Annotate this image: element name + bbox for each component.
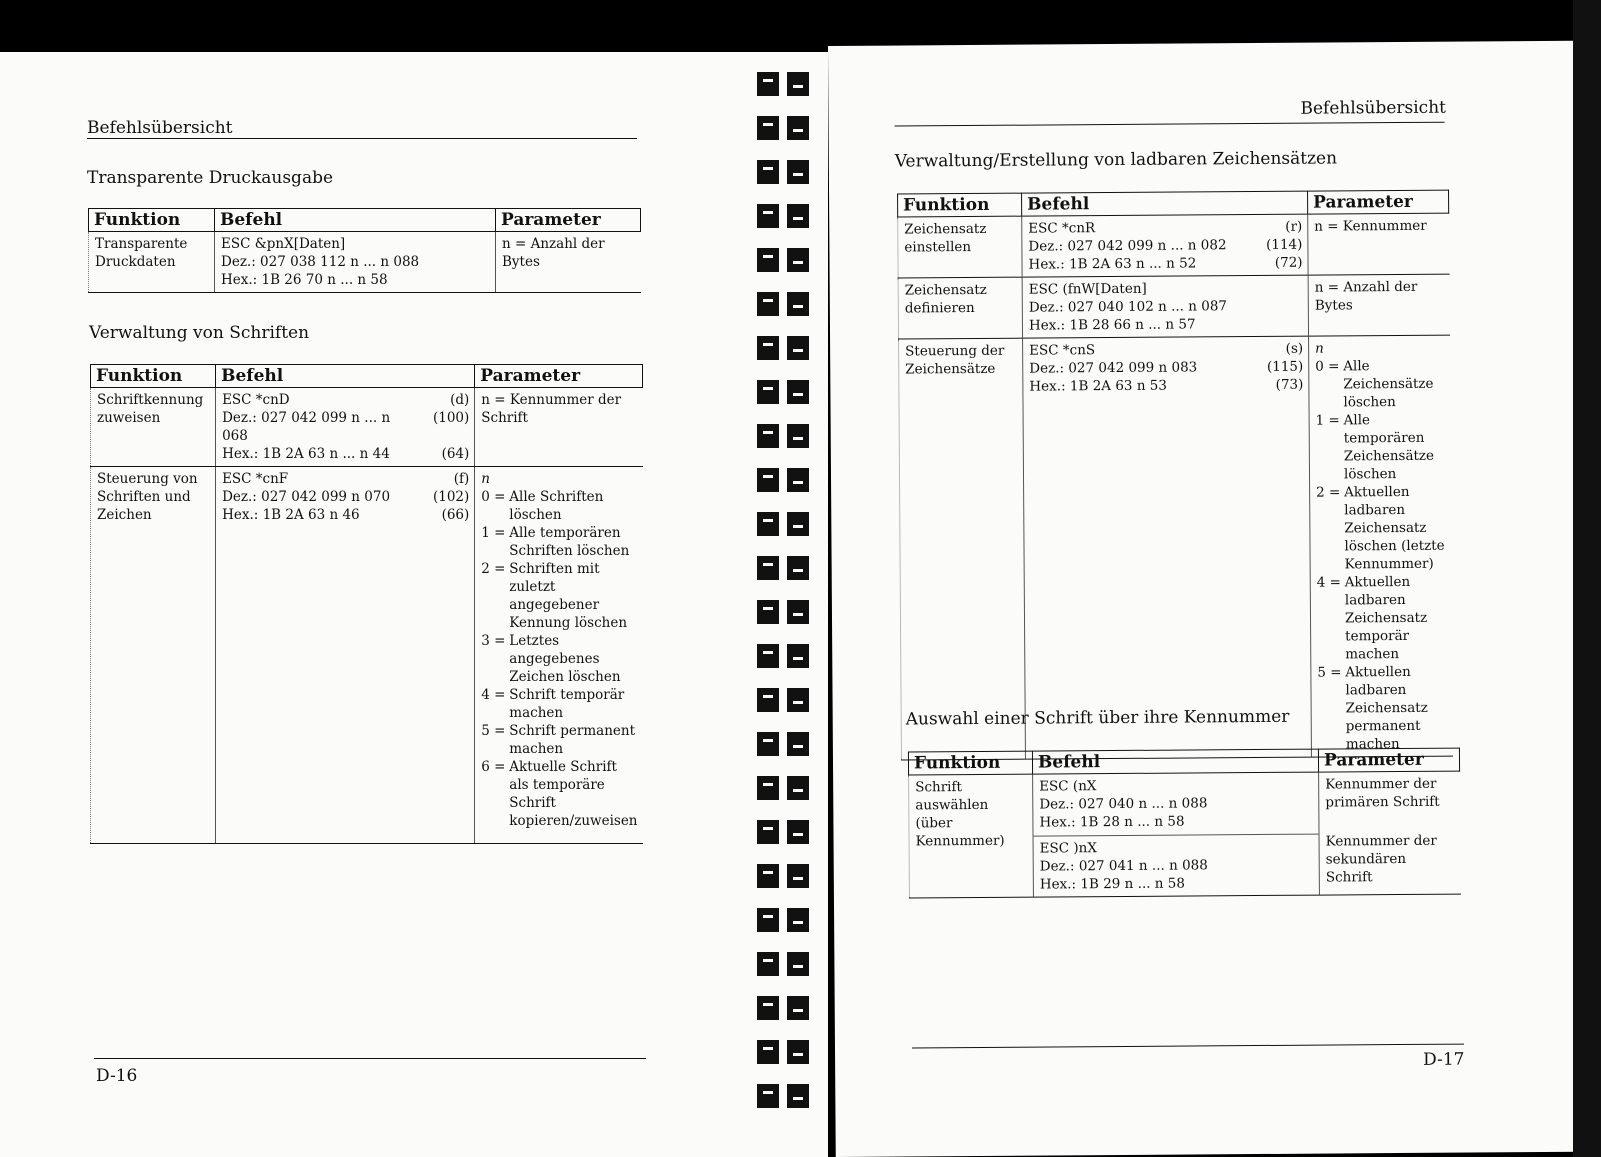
- option-text: Schrift temporär machen: [509, 687, 625, 721]
- binding-ring: [757, 468, 779, 492]
- binding-ring: [757, 1084, 779, 1108]
- escape-sequence: ESC *cnF: [222, 471, 289, 487]
- binding-ring: [787, 864, 809, 888]
- hex-code: Hex.: 1B 29 n ... n 58: [1039, 875, 1186, 893]
- binding-ring: [787, 72, 809, 96]
- binding-ring: [757, 820, 779, 844]
- hex-code: Hex.: 1B 2A 63 n ... n 52: [1028, 255, 1197, 273]
- parameter-cell: n = Anzahl der Bytes: [1308, 274, 1449, 336]
- parameter-variable: n: [1315, 340, 1324, 357]
- hex-value: (73): [1275, 376, 1304, 393]
- parameter-cell: n = Anzahl der Bytes: [496, 232, 641, 293]
- left-page: [0, 52, 745, 1157]
- parameter-option: [481, 632, 637, 686]
- escape-sequence: ESC )nX: [1039, 840, 1097, 857]
- option-key: 3 =: [481, 633, 506, 649]
- parameter-option: [481, 722, 637, 758]
- page-number: D-17: [1423, 1049, 1465, 1070]
- command-table: [88, 208, 641, 293]
- parameter-option: [481, 686, 637, 722]
- col-header-parameter: Parameter: [475, 365, 643, 388]
- binding-ring: [757, 160, 779, 184]
- binding-ring: [757, 292, 779, 316]
- binding-ring: [757, 72, 779, 96]
- foot-rule: [94, 1058, 646, 1059]
- option-key: 2 =: [1316, 484, 1341, 501]
- function-cell: Steuerung der Zeichensätze: [899, 338, 1026, 760]
- option-text: Alle temporären Zeichensätze löschen: [1343, 412, 1435, 483]
- binding-ring: [787, 292, 809, 316]
- escape-sequence: ESC (nX: [1039, 778, 1097, 795]
- binding-ring: [757, 204, 779, 228]
- escape-sequence: ESC *cnS: [1029, 342, 1096, 359]
- option-text: Schrift permanent machen: [509, 723, 636, 757]
- binding-ring: [787, 732, 809, 756]
- binding-ring: [757, 556, 779, 580]
- hex-code: Hex.: 1B 2A 63 n 53: [1029, 377, 1168, 395]
- command-cell: [1022, 275, 1308, 338]
- ascii-code: (f): [453, 471, 470, 487]
- parameter-option: [481, 758, 637, 830]
- parameter-option: [1317, 663, 1447, 754]
- option-key: 1 =: [1315, 412, 1340, 429]
- option-key: 1 =: [481, 525, 506, 541]
- function-cell: Schriftkennung zuweisen: [91, 388, 216, 467]
- parameter-cell: [475, 467, 643, 844]
- binding-ring: [757, 424, 779, 448]
- col-header-command: Befehl: [215, 209, 496, 232]
- hex-code: Hex.: 1B 2A 63 n ... n 44: [222, 446, 390, 462]
- function-cell: Zeichensatz einstellen: [898, 216, 1022, 278]
- table-row: [89, 232, 641, 293]
- section-title: Verwaltung/Erstellung von ladbaren Zeichensätzen: [894, 148, 1338, 172]
- function-cell: Schrift auswählen (über Kennummer): [909, 774, 1034, 898]
- command-table: [897, 190, 1453, 761]
- parameter-list: [1315, 357, 1447, 754]
- function-cell: Zeichensatz definieren: [898, 277, 1022, 339]
- decimal-code: Dez.: 027 040 102 n ... n 087: [1028, 298, 1228, 316]
- binding-ring: [757, 864, 779, 888]
- option-text: Aktuellen ladbaren Zeichensatz löschen (letzte Kennummer): [1344, 483, 1445, 573]
- running-head: Befehlsübersicht: [87, 118, 233, 138]
- ascii-code: (s): [1285, 340, 1304, 357]
- option-text: Aktuelle Schrift als temporäre Schrift kopieren/zuweisen: [509, 759, 638, 829]
- hex-code: Hex.: 1B 28 n ... n 58: [1039, 813, 1185, 831]
- table-row: [91, 388, 643, 467]
- command-cell: [1023, 336, 1312, 759]
- option-text: Alle Schriften löschen: [509, 489, 604, 523]
- parameter-cell: [1319, 771, 1461, 895]
- hex-value: (66): [441, 507, 470, 523]
- col-header-parameter: Parameter: [496, 209, 641, 232]
- option-key: 6 =: [481, 759, 506, 775]
- option-text: Alle temporären Schriften löschen: [509, 525, 630, 559]
- col-header-command: Befehl: [1032, 749, 1318, 774]
- escape-sequence: ESC (fnW[Daten]: [1028, 280, 1147, 298]
- option-text: Aktuellen ladbaren Zeichensatz temporär machen: [1344, 573, 1428, 663]
- binding-ring: [787, 644, 809, 668]
- hex-code: Hex.: 1B 28 66 n ... n 57: [1028, 316, 1196, 334]
- binding-ring: [787, 1040, 809, 1064]
- col-header-function: Funktion: [91, 365, 216, 388]
- parameter-cell: n = Kennummer: [1308, 213, 1449, 275]
- binding-ring: [787, 204, 809, 228]
- binding-ring: [787, 380, 809, 404]
- binding-ring: [787, 600, 809, 624]
- table-row: [909, 771, 1461, 898]
- foot-rule: [912, 1044, 1464, 1049]
- parameter-option: [481, 524, 637, 560]
- binding-ring: [787, 336, 809, 360]
- hex-code: Hex.: 1B 2A 63 n 46: [222, 507, 360, 523]
- binding-ring: [787, 776, 809, 800]
- option-key: 0 =: [1315, 358, 1340, 375]
- hex-code: Hex.: 1B 26 70 n ... n 58: [221, 272, 388, 288]
- option-key: 5 =: [1317, 664, 1342, 681]
- binding-ring: [787, 688, 809, 712]
- option-text: Schriften mit zuletzt angegebener Kennung löschen: [509, 561, 628, 631]
- hex-value: (64): [441, 446, 470, 462]
- ascii-code: (r): [1285, 218, 1303, 235]
- function-cell: Transparente Druckdaten: [89, 232, 215, 293]
- decimal-value: (100): [432, 410, 470, 426]
- command-cell: [1022, 214, 1308, 277]
- binding-ring: [757, 336, 779, 360]
- parameter-variable: n: [481, 471, 490, 487]
- binding-ring: [757, 732, 779, 756]
- binding-ring: [757, 908, 779, 932]
- binding-ring: [787, 556, 809, 580]
- binding-ring: [757, 776, 779, 800]
- section-title: Verwaltung von Schriften: [89, 323, 310, 343]
- parameter-list: [481, 488, 637, 830]
- binding-ring: [787, 1084, 809, 1108]
- function-cell: Steuerung von Schriften und Zeichen: [91, 467, 216, 844]
- parameter-cell: n = Kennummer der Schrift: [475, 388, 643, 467]
- decimal-code: Dez.: 027 040 n ... n 088: [1039, 795, 1208, 813]
- running-head: Befehlsübersicht: [1300, 97, 1447, 119]
- option-key: 2 =: [481, 561, 506, 577]
- binding-ring: [757, 1040, 779, 1064]
- command-cell: [215, 232, 496, 293]
- decimal-code: Dez.: 027 042 099 n 083: [1029, 359, 1198, 377]
- command-cell: [216, 467, 475, 844]
- binding-ring: [757, 600, 779, 624]
- parameter-cell: [1309, 335, 1453, 757]
- parameter-option: [1316, 483, 1446, 574]
- escape-sequence: ESC *cnR: [1028, 220, 1096, 237]
- command-table: [90, 364, 643, 844]
- binding-ring: [757, 996, 779, 1020]
- parameter-option: [1316, 411, 1446, 484]
- decimal-code: Dez.: 027 042 099 n ... n 082: [1028, 237, 1227, 255]
- decimal-code: Dez.: 027 041 n ... n 088: [1039, 857, 1208, 875]
- binding-ring: [757, 688, 779, 712]
- binding-ring: [787, 160, 809, 184]
- hex-value: (72): [1274, 254, 1303, 271]
- binding-ring: [787, 952, 809, 976]
- table-row: [899, 335, 1453, 760]
- parameter-option: [481, 560, 637, 632]
- scan-edge: [1573, 0, 1601, 1157]
- parameter-option: [1317, 573, 1447, 664]
- command-cell: [1033, 772, 1320, 897]
- table-row: [898, 213, 1449, 278]
- decimal-code: Dez.: 027 042 099 n ... n 068: [222, 410, 391, 444]
- table-row: [91, 467, 643, 844]
- col-header-command: Befehl: [216, 365, 475, 388]
- binding-ring: [757, 644, 779, 668]
- option-key: 5 =: [481, 723, 506, 739]
- col-header-parameter: Parameter: [1308, 190, 1449, 214]
- decimal-code: Dez.: 027 042 099 n 070: [222, 489, 391, 505]
- head-rule: [895, 122, 1445, 127]
- right-page: [828, 41, 1581, 1157]
- option-text: Alle Zeichensätze löschen: [1343, 358, 1434, 411]
- binding-ring: [787, 820, 809, 844]
- binding-ring: [757, 380, 779, 404]
- option-text: Aktuellen ladbaren Zeichensatz permanent machen: [1345, 663, 1428, 753]
- ascii-code: (d): [450, 392, 470, 408]
- binding-ring: [757, 116, 779, 140]
- binding-ring: [787, 908, 809, 932]
- spiral-binding: [745, 52, 828, 1157]
- col-header-parameter: Parameter: [1318, 748, 1459, 772]
- secondary-font-parameter: Kennummer der sekundären Schrift: [1325, 832, 1437, 886]
- option-text: Letztes angegebenes Zeichen löschen: [509, 633, 621, 685]
- parameter-option: [1315, 357, 1445, 412]
- parameter-option: [481, 488, 637, 524]
- binding-ring: [787, 424, 809, 448]
- escape-sequence: ESC *cnD: [222, 392, 290, 408]
- col-header-command: Befehl: [1022, 191, 1308, 216]
- section-title: Transparente Druckausgabe: [87, 168, 334, 188]
- binding-ring: [787, 468, 809, 492]
- section-title: Auswahl einer Schrift über ihre Kennummer: [905, 706, 1290, 730]
- decimal-code: Dez.: 027 038 112 n ... n 088: [221, 254, 420, 270]
- command-cell: [216, 388, 475, 467]
- option-key: 4 =: [481, 687, 506, 703]
- table-row: [898, 274, 1449, 339]
- page-number: D-16: [96, 1066, 138, 1086]
- escape-sequence: ESC &pnX[Daten]: [221, 236, 346, 252]
- binding-ring: [787, 248, 809, 272]
- binding-ring: [757, 952, 779, 976]
- head-rule: [87, 138, 637, 139]
- binding-ring: [787, 512, 809, 536]
- binding-ring: [787, 116, 809, 140]
- binding-ring: [757, 248, 779, 272]
- decimal-value: (102): [432, 489, 470, 505]
- command-table: [908, 748, 1461, 899]
- primary-font-parameter: Kennummer der primären Schrift: [1325, 775, 1440, 811]
- binding-ring: [787, 996, 809, 1020]
- col-header-function: Funktion: [908, 751, 1032, 775]
- decimal-value: (115): [1266, 358, 1304, 375]
- option-key: 4 =: [1316, 574, 1342, 591]
- binding-ring: [757, 512, 779, 536]
- col-header-function: Funktion: [898, 193, 1022, 217]
- option-key: 0 =: [481, 489, 506, 505]
- decimal-value: (114): [1266, 236, 1303, 253]
- col-header-function: Funktion: [89, 209, 215, 232]
